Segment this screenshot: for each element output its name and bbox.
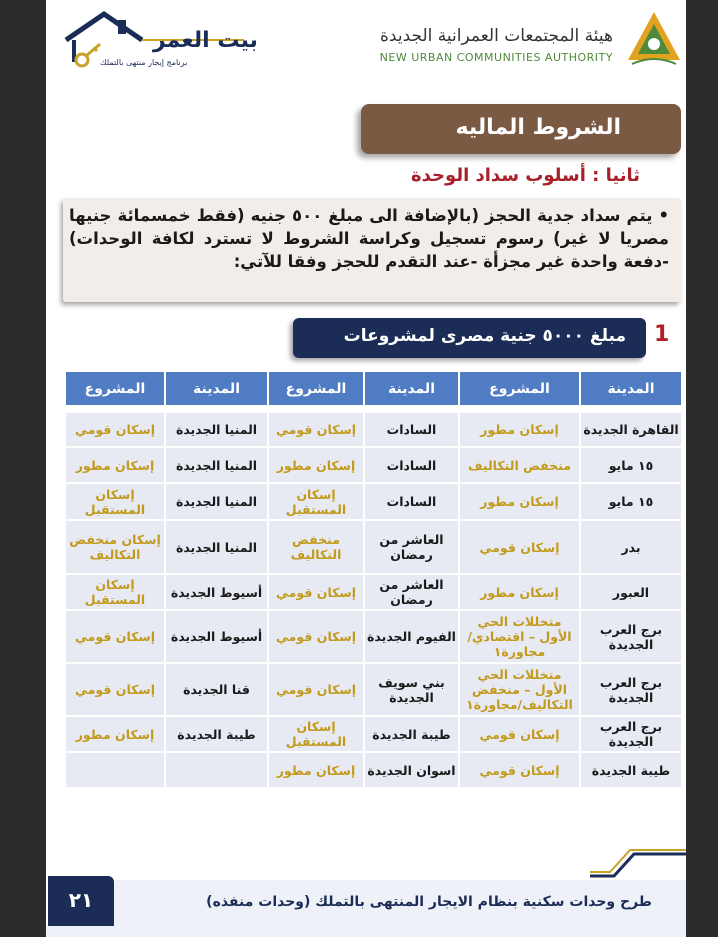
project-cell: إسكان مطور xyxy=(268,447,364,483)
authority-name-en: NEW URBAN COMMUNITIES AUTHORITY xyxy=(379,51,613,64)
city-cell: القاهرة الجديدة xyxy=(580,412,682,447)
brand-tagline: برنامج إيجار منتهى بالتملك xyxy=(100,58,188,67)
city-cell: بدر xyxy=(580,520,682,574)
project-cell: إسكان المستقبل xyxy=(65,574,165,610)
city-cell: طيبة الجديدة xyxy=(580,752,682,788)
intro-box xyxy=(63,198,681,302)
footer-bar xyxy=(48,880,686,926)
project-cell: إسكان قومي xyxy=(459,520,580,574)
city-cell: المنيا الجديدة xyxy=(165,483,268,520)
city-cell: برج العرب الجديدة xyxy=(580,610,682,663)
intro-text: • يتم سداد جدية الحجز (بالإضافة الى مبلغ ٥٠٠ جنيه (فقط خمسمائة جنيها مصريا لا غير) رسوم تسجيل وكراسة الشروط لا تسترد لكافة الوحدات) -دفعة واحدة غير مجزأة -عند التقدم للحجز وفقا للآتي: xyxy=(69,206,670,271)
city-cell: برج العرب الجديدة xyxy=(580,663,682,716)
city-cell: ١٥ مايو xyxy=(580,483,682,520)
table-row xyxy=(65,520,682,574)
table-row xyxy=(65,752,682,788)
project-cell: إسكان قومي xyxy=(268,663,364,716)
page-bottom-strip xyxy=(46,925,686,937)
project-cell: منخفض التكاليف xyxy=(268,520,364,574)
section-number: 1 xyxy=(654,322,670,347)
city-cell: السادات xyxy=(364,412,459,447)
authority-logo-icon xyxy=(626,10,682,66)
city-cell: العاشر من رمضان xyxy=(364,574,459,610)
city-cell: العاشر من رمضان xyxy=(364,520,459,574)
project-cell: إسكان قومي xyxy=(268,610,364,663)
city-cell: السادات xyxy=(364,447,459,483)
table-row xyxy=(65,412,682,447)
city-cell: ١٥ مايو xyxy=(580,447,682,483)
city-cell: بني سويف الجديدة xyxy=(364,663,459,716)
section-label: مبلغ ٥٠٠٠ جنية مصرى لمشروعات xyxy=(343,326,626,346)
left-frame xyxy=(0,0,46,937)
title-banner xyxy=(361,104,681,154)
project-cell: إسكان مطور xyxy=(268,752,364,788)
project-cell: إسكان قومي xyxy=(268,412,364,447)
city-cell: السادات xyxy=(364,483,459,520)
project-cell: إسكان قومي xyxy=(459,752,580,788)
project-cell: إسكان مطور xyxy=(65,447,165,483)
section-subtitle: ثانيا : أسلوب سداد الوحدة xyxy=(411,165,640,186)
city-cell: برج العرب الجديدة xyxy=(580,716,682,752)
city-cell: المنيا الجديدة xyxy=(165,520,268,574)
right-frame xyxy=(686,0,718,937)
page-title: الشروط الماليه xyxy=(455,115,621,140)
authority-name-ar: هيئة المجتمعات العمرانية الجديدة xyxy=(380,26,613,46)
projects-table xyxy=(64,370,683,789)
project-cell xyxy=(65,752,165,788)
project-cell: إسكان مطور xyxy=(459,574,580,610)
footer-text: طرح وحدات سكنية بنظام الايجار المنتهى بالتملك (وحدات منفذه) xyxy=(206,894,652,910)
project-cell: إسكان قومي xyxy=(459,716,580,752)
footer-decoration-icon xyxy=(590,848,686,878)
project-cell: إسكان قومي xyxy=(65,412,165,447)
city-cell: أسيوط الجديدة xyxy=(165,610,268,663)
table-row xyxy=(65,610,682,663)
city-cell: أسيوط الجديدة xyxy=(165,574,268,610)
project-cell: متخللات الحي الأول – منخفض التكاليف/مجاورة١ xyxy=(459,663,580,716)
city-cell: طيبة الجديدة xyxy=(165,716,268,752)
header-project: المشروع xyxy=(268,371,364,406)
project-cell: إسكان المستقبل xyxy=(65,483,165,520)
section-banner xyxy=(293,318,646,358)
header-project: المشروع xyxy=(65,371,165,406)
table-row xyxy=(65,716,682,752)
brand-name: بيت العمر xyxy=(153,28,258,53)
project-cell: متخللات الحي الأول – اقتصادي/مجاورة١ xyxy=(459,610,580,663)
page-number-box xyxy=(48,876,114,926)
table-row xyxy=(65,447,682,483)
city-cell: قنا الجديدة xyxy=(165,663,268,716)
header-project: المشروع xyxy=(459,371,580,406)
project-cell: إسكان مطور xyxy=(65,716,165,752)
project-cell: إسكان قومي xyxy=(65,663,165,716)
table-row xyxy=(65,574,682,610)
project-cell: إسكان قومي xyxy=(65,610,165,663)
page-number: ٢١ xyxy=(68,888,94,912)
city-cell: المنيا الجديدة xyxy=(165,412,268,447)
header-city: المدينة xyxy=(580,371,682,406)
city-cell: الفيوم الجديدة xyxy=(364,610,459,663)
city-cell: اسوان الجديدة xyxy=(364,752,459,788)
project-cell: منخفض التكاليف xyxy=(459,447,580,483)
table-row xyxy=(65,483,682,520)
project-cell: إسكان منخفض التكاليف xyxy=(65,520,165,574)
city-cell: طيبة الجديدة xyxy=(364,716,459,752)
header-city: المدينة xyxy=(364,371,459,406)
project-cell: إسكان قومي xyxy=(268,574,364,610)
project-cell: إسكان المستقبل xyxy=(268,483,364,520)
project-cell: إسكان مطور xyxy=(459,412,580,447)
header-city: المدينة xyxy=(165,371,268,406)
city-cell: العبور xyxy=(580,574,682,610)
city-cell xyxy=(165,752,268,788)
table-row xyxy=(65,663,682,716)
project-cell: إسكان المستقبل xyxy=(268,716,364,752)
project-cell: إسكان مطور xyxy=(459,483,580,520)
city-cell: المنيا الجديدة xyxy=(165,447,268,483)
table-header-row xyxy=(65,371,682,406)
